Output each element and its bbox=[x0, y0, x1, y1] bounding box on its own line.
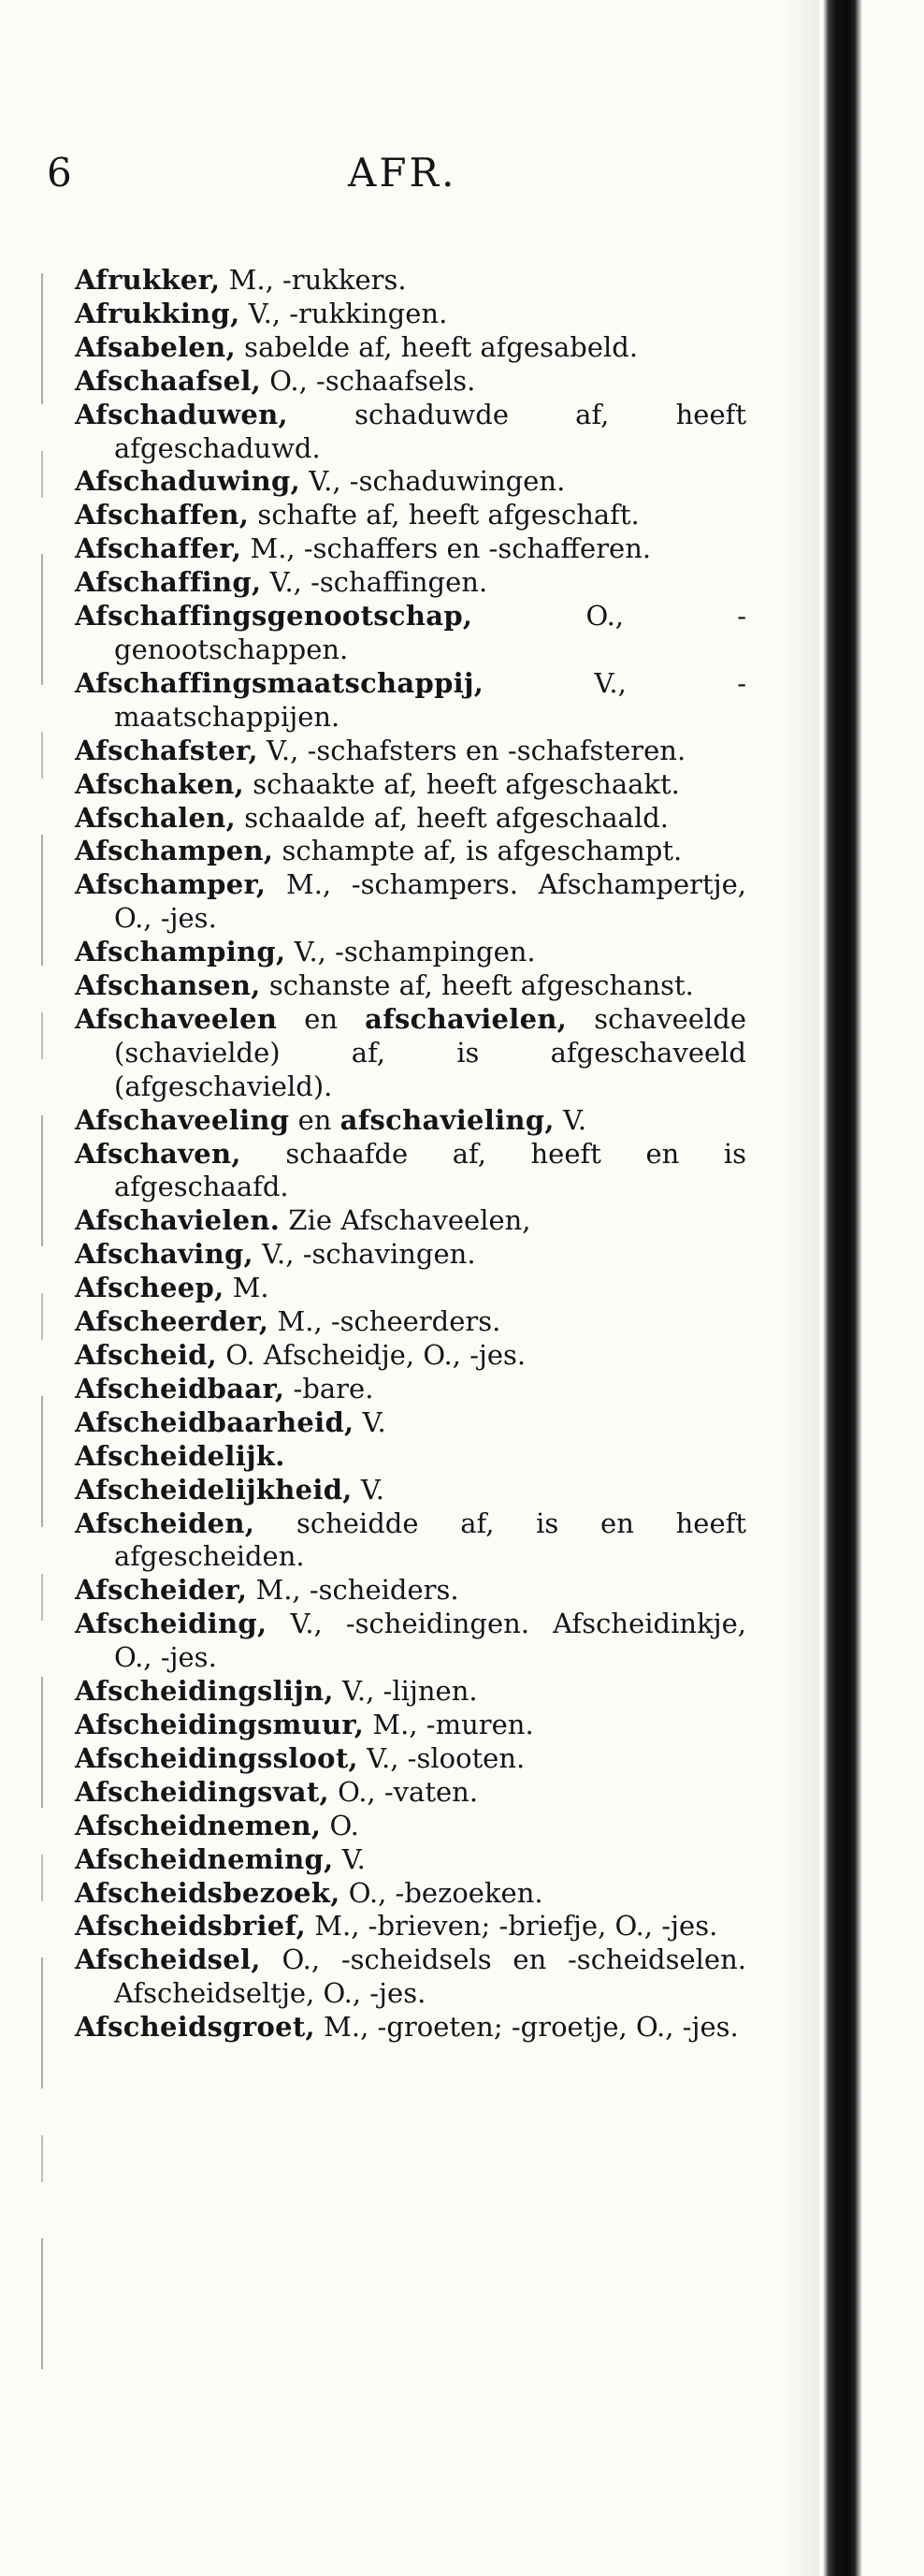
dictionary-entry bbox=[75, 768, 746, 802]
headword: Afscheidingssloot, bbox=[75, 1741, 358, 1774]
definition: schaduwde af, heeft afgeschaduwd. bbox=[114, 398, 746, 464]
definition: schanste af, heeft afgeschanst. bbox=[260, 969, 694, 1002]
definition: V., -schaffingen. bbox=[261, 566, 488, 599]
headword: Afschaduwen, bbox=[75, 398, 288, 430]
definition: Zie Afschaveelen, bbox=[280, 1204, 531, 1237]
dictionary-entry bbox=[75, 1843, 746, 1877]
dictionary-entry bbox=[75, 1742, 746, 1776]
definition: O., -genootschappen. bbox=[114, 600, 746, 665]
headword: Afschalen, bbox=[75, 801, 236, 834]
dictionary-entry bbox=[75, 532, 746, 566]
definition: V. bbox=[333, 1842, 366, 1875]
connector: en bbox=[289, 1103, 340, 1136]
dictionary-entry bbox=[75, 936, 746, 969]
dictionary-entry bbox=[75, 399, 746, 466]
dictionary-entry bbox=[75, 264, 746, 298]
dictionary-entry bbox=[75, 868, 746, 936]
headword: Afscheerder, bbox=[75, 1305, 269, 1338]
headword: Afschaven, bbox=[75, 1137, 241, 1170]
definition: M., -brieven; -briefje, O., -jes. bbox=[306, 1910, 718, 1943]
definition: V., -lijnen. bbox=[333, 1675, 478, 1708]
dictionary-entry bbox=[75, 1943, 746, 2011]
headword: Afschampen, bbox=[75, 835, 274, 867]
definition: V., -rukkingen. bbox=[239, 297, 448, 329]
dictionary-entry bbox=[75, 1877, 746, 1911]
definition: O. Afscheidje, O., -jes. bbox=[217, 1339, 527, 1371]
definition: V., -maatschappijen. bbox=[114, 666, 746, 733]
dictionary-entry bbox=[75, 499, 746, 532]
running-head: AFR. bbox=[348, 150, 457, 196]
headword: Afscheidsbezoek, bbox=[75, 1876, 340, 1909]
dictionary-entry bbox=[75, 1003, 746, 1104]
dictionary-entry bbox=[75, 1507, 746, 1575]
definition: schafte af, heeft afgeschaft. bbox=[249, 499, 640, 531]
headword: Afschaffing, bbox=[75, 566, 262, 599]
dictionary-entry bbox=[75, 1104, 746, 1138]
dictionary-entry bbox=[75, 1138, 746, 1205]
headword: Afscheidneming, bbox=[75, 1842, 334, 1875]
headword: Afschaffen, bbox=[75, 499, 250, 531]
dictionary-entry bbox=[75, 667, 746, 735]
definition: V., -slooten. bbox=[357, 1741, 526, 1774]
headword: Afscheidingsmuur, bbox=[75, 1708, 365, 1740]
definition: M., -schaffers en -schafferen. bbox=[241, 532, 652, 565]
headword: Afschaken, bbox=[75, 767, 245, 800]
definition: schaveelde (schavielde) af, is afgeschaveeld (afgeschavield). bbox=[114, 1002, 746, 1102]
connector: en bbox=[277, 1002, 366, 1035]
definition: V., -scheidingen. Afscheidinkje, O., -jes. bbox=[114, 1608, 746, 1674]
dictionary-entry bbox=[75, 802, 746, 836]
headword: Afscheiding, bbox=[75, 1608, 267, 1640]
headword: Afscheidelijkheid, bbox=[75, 1473, 353, 1506]
dictionary-entry bbox=[75, 298, 746, 331]
headword-variant: afschavielen, bbox=[365, 1002, 568, 1035]
dictionary-entry bbox=[75, 1204, 746, 1238]
definition: sabelde af, heeft afgesabeld. bbox=[235, 330, 639, 363]
definition: O., -vaten. bbox=[328, 1775, 479, 1808]
definition: M., -schampers. Afschampertje, O., -jes. bbox=[114, 868, 746, 935]
margin-rule bbox=[41, 273, 43, 2388]
dictionary-entry bbox=[75, 1910, 746, 1943]
dictionary-entry bbox=[75, 969, 746, 1003]
headword: Afschaving, bbox=[75, 1238, 253, 1271]
dictionary-entry bbox=[75, 835, 746, 868]
page-number: 6 bbox=[47, 150, 72, 196]
dictionary-entry bbox=[75, 1406, 746, 1440]
dictionary-entry bbox=[75, 1810, 746, 1843]
headword: Afscheidingslijn, bbox=[75, 1675, 334, 1708]
dictionary-entry bbox=[75, 1272, 746, 1305]
definition: schaafde af, heeft en is afgeschaafd. bbox=[114, 1137, 746, 1203]
dictionary-entry bbox=[75, 1373, 746, 1406]
headword: Afschaffer, bbox=[75, 532, 242, 565]
dictionary-entry bbox=[75, 465, 746, 499]
definition: M., -groeten; -groetje, O., -jes. bbox=[314, 2011, 739, 2044]
headword: Afschaveelen bbox=[75, 1002, 278, 1035]
definition: O., -scheidsels en -scheidselen. Afscheidseltje, O., -jes. bbox=[114, 1943, 746, 2010]
definition: O., -bezoeken. bbox=[339, 1876, 543, 1909]
definition: M., -muren. bbox=[364, 1708, 534, 1740]
headword: Afschamper, bbox=[75, 868, 267, 901]
headword: Afscheidbaar, bbox=[75, 1372, 285, 1404]
definition: V. bbox=[354, 1405, 386, 1438]
definition: M., -scheiders. bbox=[247, 1574, 459, 1607]
headword: Afscheidsel, bbox=[75, 1943, 261, 1976]
headword: Afscheider, bbox=[75, 1574, 248, 1607]
headword: Afscheidsgroet, bbox=[75, 2011, 315, 2044]
headword: Afrukking, bbox=[75, 297, 240, 329]
definition: V., -schampingen. bbox=[285, 936, 536, 968]
headword-variant: afschavieling, bbox=[339, 1103, 555, 1136]
headword: Afschaduwing, bbox=[75, 465, 301, 498]
dictionary-entry bbox=[75, 1608, 746, 1675]
headword: Afscheidsbrief, bbox=[75, 1910, 307, 1943]
dictionary-entry bbox=[75, 600, 746, 667]
definition: schaalde af, heeft afgeschaald. bbox=[235, 801, 670, 834]
headword: Afschavielen. bbox=[75, 1204, 281, 1237]
dictionary-entry bbox=[75, 1440, 746, 1474]
definition: -bare. bbox=[284, 1372, 374, 1404]
definition: M., -scheerders. bbox=[268, 1305, 501, 1338]
dictionary-entry bbox=[75, 331, 746, 365]
definition: V. bbox=[554, 1103, 587, 1136]
headword: Afrukker, bbox=[75, 264, 221, 296]
definition: V. bbox=[352, 1473, 384, 1506]
definition: O., -schaafsels. bbox=[261, 364, 476, 397]
dictionary-entry bbox=[75, 1238, 746, 1272]
headword: Afscheiden, bbox=[75, 1506, 255, 1539]
definition: O. bbox=[321, 1809, 359, 1841]
dictionary-entry bbox=[75, 735, 746, 768]
headword: Afscheidbaarheid, bbox=[75, 1405, 354, 1438]
dictionary-entry bbox=[75, 1574, 746, 1608]
headword: Afschamping, bbox=[75, 936, 286, 968]
book-binding-edge bbox=[782, 0, 862, 2576]
headword: Afschafster, bbox=[75, 734, 258, 766]
headword: Afscheep, bbox=[75, 1272, 224, 1304]
definition: M. bbox=[224, 1272, 269, 1304]
dictionary-entry bbox=[75, 1305, 746, 1339]
definition: schaakte af, heeft afgeschaakt. bbox=[244, 767, 680, 800]
definition: schampte af, is afgeschampt. bbox=[273, 835, 683, 867]
dictionary-entry bbox=[75, 1776, 746, 1810]
headword: Afschansen, bbox=[75, 969, 261, 1002]
definition: scheidde af, is en heeft afgescheiden. bbox=[114, 1506, 746, 1573]
dictionary-entry bbox=[75, 1709, 746, 1742]
dictionary-entry bbox=[75, 1339, 746, 1373]
headword: Afscheid, bbox=[75, 1339, 218, 1371]
dictionary-entry bbox=[75, 1675, 746, 1709]
headword: Afschaafsel, bbox=[75, 364, 262, 397]
headword: Afscheidnemen, bbox=[75, 1809, 322, 1841]
dictionary-entries bbox=[75, 264, 746, 2045]
headword: Afsabelen, bbox=[75, 330, 236, 363]
dictionary-entry bbox=[75, 2011, 746, 2045]
definition: V., -schafsters en -schafsteren. bbox=[257, 734, 686, 766]
dictionary-entry bbox=[75, 365, 746, 399]
headword: Afscheidingsvat, bbox=[75, 1775, 329, 1808]
definition: M., -rukkers. bbox=[220, 264, 407, 296]
headword: Afschaveeling bbox=[75, 1103, 290, 1136]
definition: V., -schavingen. bbox=[253, 1238, 476, 1271]
headword: Afscheidelijk. bbox=[75, 1439, 285, 1472]
headword: Afschaffingsmaatschappij, bbox=[75, 666, 484, 699]
dictionary-entry bbox=[75, 566, 746, 600]
headword: Afschaffingsgenootschap, bbox=[75, 600, 473, 633]
dictionary-entry bbox=[75, 1474, 746, 1507]
definition: V., -schaduwingen. bbox=[300, 465, 566, 498]
